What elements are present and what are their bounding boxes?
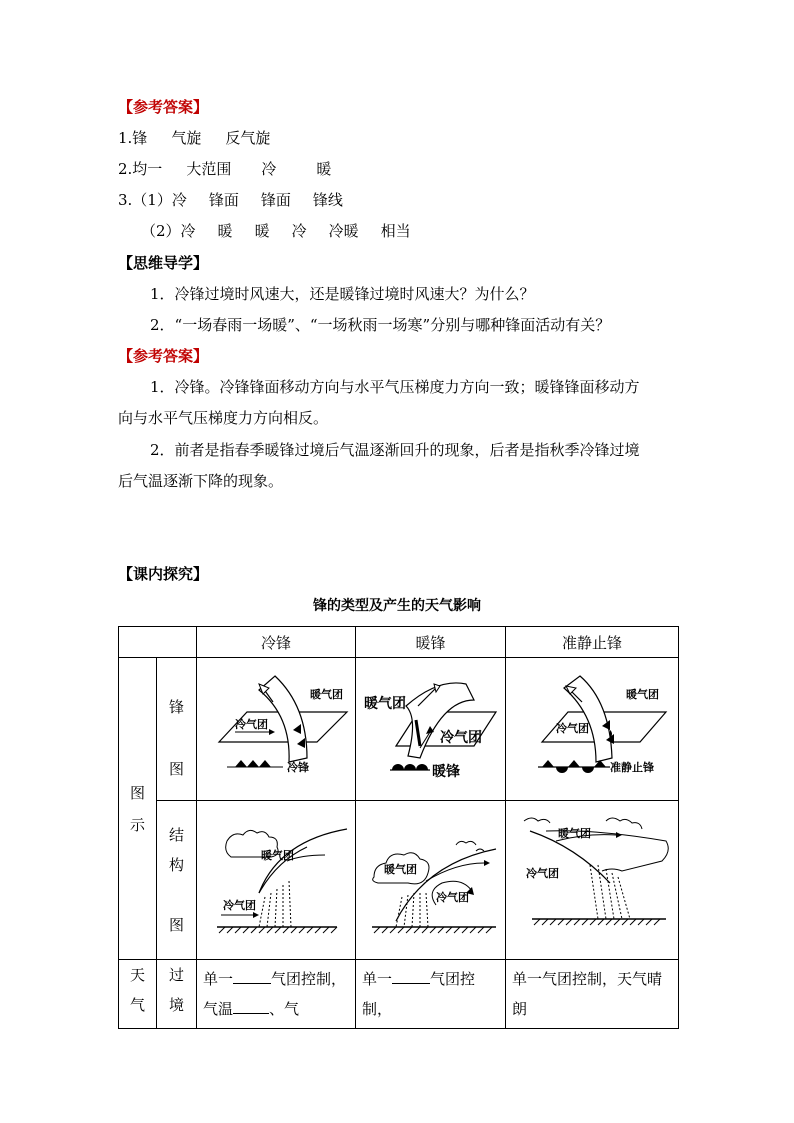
answer-2-line-2: 向与水平气压梯度力方向相反。: [118, 409, 329, 427]
row-label-tushi: 图 示: [119, 658, 157, 960]
label-cold-mass-2: 冷气团: [440, 730, 482, 746]
warm-front-weather-cell: 单一 气团控 制，: [356, 960, 506, 1029]
cold-front-map-figure: [197, 666, 355, 788]
answer-line-4: （2）冷 暖 暖 冷 冷暖 相当: [141, 222, 411, 240]
label-warm-mass-3: 暖气团: [626, 688, 659, 701]
row-label-fengtu: 锋 图: [157, 658, 197, 801]
col-header-stationary-front: 准静止锋: [506, 627, 679, 658]
stationary-front-map-cell: [506, 658, 679, 801]
stationary-front-structure-cell: [506, 801, 679, 960]
blank-cold-temperature[interactable]: [233, 999, 269, 1014]
warm-front-structure-figure: [356, 801, 505, 955]
label-warm-front: 暖锋: [432, 764, 460, 780]
cold-front-weather-cell: 单一 气团控制， 气温 、气: [197, 960, 356, 1029]
table-title: 锋的类型及产生的天气影响: [313, 598, 481, 614]
guide-question-2: 2．“一场春雨一场暖”、“一场秋雨一场寒”分别与哪种锋面活动有关？: [150, 316, 611, 334]
answer-2-line-4: 后气温逐渐下降的现象。: [118, 472, 284, 490]
guide-heading: 【思维导学】: [118, 254, 209, 272]
front-types-table: [118, 626, 679, 1029]
label-warm-mass-5: 暖气团: [384, 863, 417, 876]
answer-line-2: 2.均一 大范围 冷 暖: [118, 160, 332, 178]
stationary-front-weather-cell: 单一气团控制，天气晴朗: [506, 960, 679, 1029]
row-label-guojing: 过 境: [157, 960, 197, 1029]
label-warm-mass-4: 暖气团: [261, 849, 294, 862]
row-label-tianqi: 天 气: [119, 960, 157, 1029]
label-cold-mass-1: 冷气团: [235, 718, 268, 731]
answer-2-line-3: 2．前者是指春季暖锋过境后气温逐渐回升的现象，后者是指秋季冷锋过境: [150, 441, 640, 459]
cold-front-structure-cell: [197, 801, 356, 960]
warm-front-map-cell: [356, 658, 506, 801]
label-cold-mass-5: 冷气团: [436, 891, 469, 904]
warm-front-map-figure: [356, 666, 505, 788]
answer-line-3: 3.（1）冷 锋面 锋面 锋线: [118, 191, 343, 209]
label-warm-mass-6: 暖气团: [558, 827, 591, 840]
warm-front-structure-cell: [356, 801, 506, 960]
stationary-front-structure-figure: [506, 801, 678, 955]
answer-heading-1: 【参考答案】: [118, 98, 209, 116]
label-cold-front: 冷锋: [287, 761, 309, 774]
answer-2-line-1: 1．冷锋。冷锋锋面移动方向与水平气压梯度力方向一致；暖锋锋面移动方: [150, 378, 640, 396]
row-label-jiegou: 结 构 图: [157, 801, 197, 960]
label-cold-mass-4: 冷气团: [223, 899, 256, 912]
label-warm-mass-1: 暖气团: [310, 688, 343, 701]
col-header-warm-front: 暖锋: [356, 627, 506, 658]
table-corner-cell: [119, 627, 197, 658]
col-header-cold-front: 冷锋: [197, 627, 356, 658]
blank-cold-air-mass[interactable]: [233, 969, 271, 984]
label-stationary-front: 准静止锋: [610, 761, 654, 774]
label-warm-mass-2: 暖气团: [364, 696, 406, 712]
cold-front-map-cell: [197, 658, 356, 801]
label-cold-mass-3: 冷气团: [556, 722, 589, 735]
cold-front-structure-figure: [197, 801, 355, 955]
explore-heading: 【课内探究】: [118, 565, 209, 583]
guide-question-1: 1．冷锋过境时风速大，还是暖锋过境时风速大？为什么？: [150, 285, 535, 303]
stationary-front-map-figure: [506, 666, 678, 788]
label-cold-mass-6: 冷气团: [526, 867, 559, 880]
answer-line-1: 1.锋 气旋 反气旋: [118, 129, 271, 147]
blank-warm-air-mass[interactable]: [392, 969, 430, 984]
answer-heading-2: 【参考答案】: [118, 347, 209, 365]
